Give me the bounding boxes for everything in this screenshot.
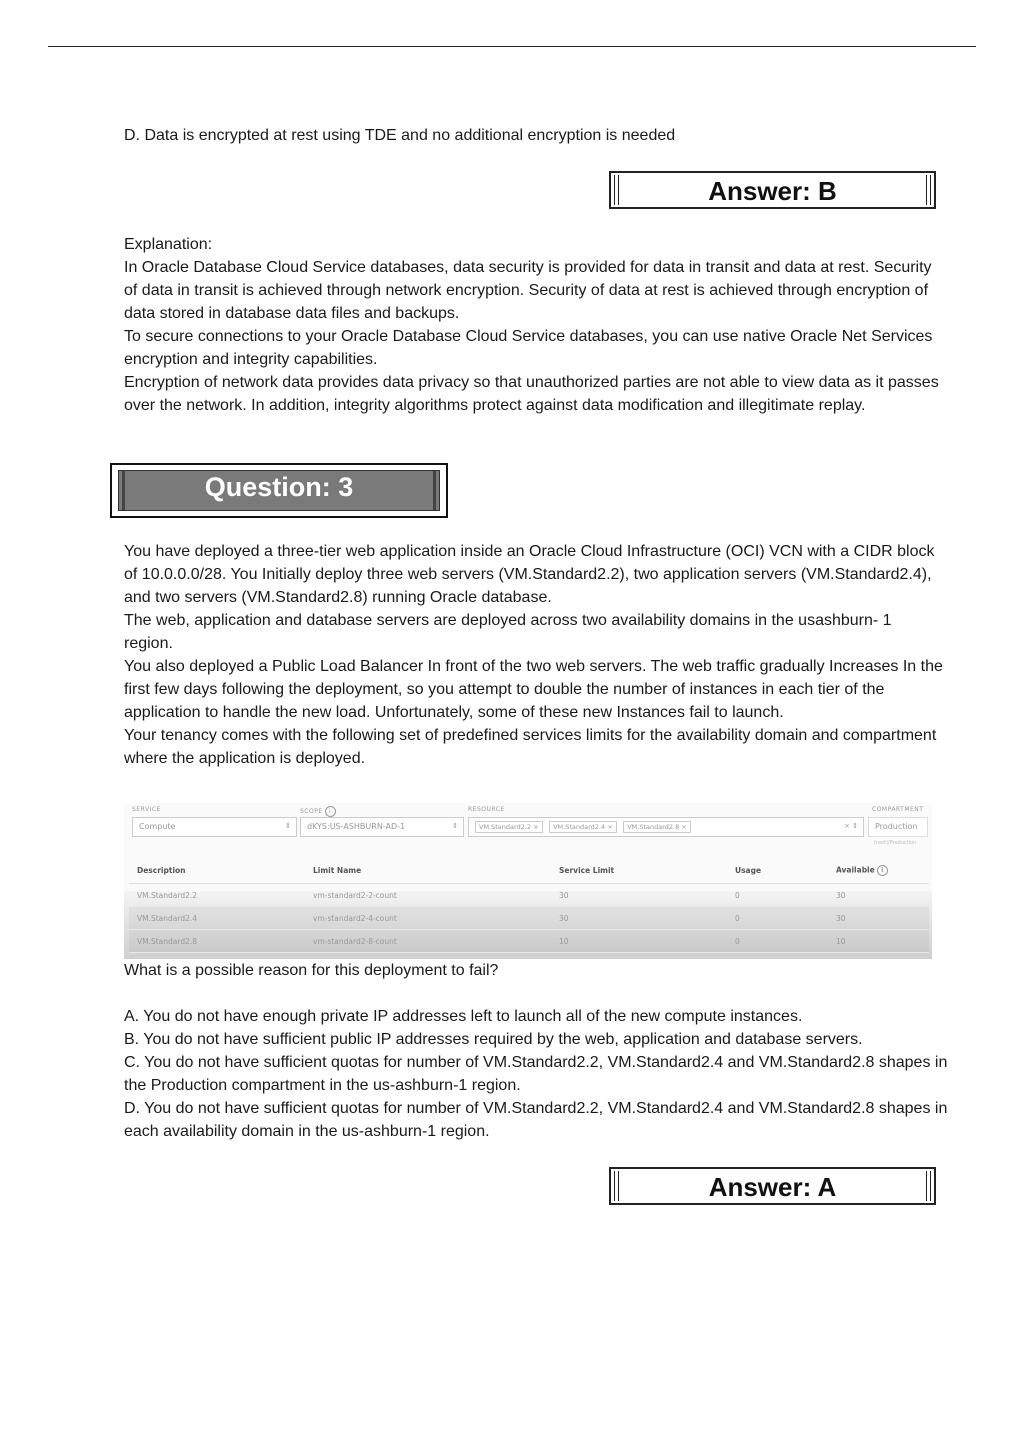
answer-label-q2: Answer: B (708, 176, 837, 206)
option-b: B. You do not have sufficient public IP addresses required by the web, application and database servers. (124, 1031, 863, 1048)
table-row: VM.Standard2.8 vm-standard2-8-count 10 0 10 (129, 930, 929, 953)
column-header: Description (129, 858, 305, 884)
explanation-paragraph: In Oracle Database Cloud Service databases, data security is provided for data in transit and data at rest. Security of data in transit is achieved through network encryption. Security of data at rest is achieved through encryption of data stored in database data files and backups. (124, 259, 932, 322)
answer-label-q3: Answer: A (708, 1172, 837, 1202)
question-prompt: What is a possible reason for this deployment to fail? (124, 962, 499, 979)
resource-multiselect (468, 817, 864, 837)
column-header: Usage (727, 858, 828, 884)
resource-chip: VM.Standard2.2 × (475, 821, 543, 833)
table-row: VM.Standard2.2 vm-standard2-2-count 30 0 30 (129, 884, 929, 907)
resource-filter-label: RESOURCE (468, 806, 505, 813)
answer-box-q3 (609, 1167, 936, 1205)
table-row: VM.Standard2.4 vm-standard2-4-count 30 0 30 (129, 907, 929, 930)
prev-option-d: D. Data is encrypted at rest using TDE and no additional encryption is needed (124, 127, 676, 144)
question-paragraph: You have deployed a three-tier web application inside an Oracle Cloud Infrastructure (OCI) VCN with a CIDR block of 10.0.0.0/28. You Initially deploy three web servers (VM.Standard2.2), two application servers (VM.Standard2.4), and two servers (VM.Standard2.8) running Oracle database. (124, 543, 935, 606)
explanation-section (124, 233, 944, 417)
resource-chip: VM.Standard2.8 × (623, 821, 691, 833)
answer-box-q2 (609, 171, 936, 209)
question-heading: Question: 3 (204, 472, 354, 502)
explanation-heading: Explanation: (124, 236, 213, 253)
explanation-paragraph: Encryption of network data provides data privacy so that unauthorized parties are not able to view data as it passes over the network. In addition, integrity algorithms protect against data modification and illegitimate replay. (124, 374, 939, 414)
service-filter-label: SERVICE (132, 806, 161, 813)
info-icon: i (325, 806, 336, 817)
question-paragraph: The web, application and database servers are deployed across two availability domains in the usashburn- 1 region. (124, 612, 892, 652)
column-header: Available i (828, 858, 929, 884)
info-icon: i (877, 865, 888, 876)
compartment-path: (root)/Production (874, 840, 917, 846)
compartment-filter-label: COMPARTMENT (872, 806, 924, 813)
option-a: A. You do not have enough private IP addresses left to launch all of the new compute instances. (124, 1008, 803, 1025)
column-header: Service Limit (551, 858, 727, 884)
question-paragraph: Your tenancy comes with the following set of predefined services limits for the availability domain and compartment where the application is deployed. (124, 727, 937, 767)
select-caret-icon: ⇕ (285, 822, 291, 830)
question-heading-box (110, 463, 448, 518)
question-paragraph: You also deployed a Public Load Balancer In front of the two web servers. The web traffic gradually Increases In the first few days following the deployment, so you attempt to double the number of instances in each tier of the application to handle the new load. Unfortunately, some of these new Instances fail to launch. (124, 658, 943, 721)
limits-table (129, 858, 929, 953)
resource-chip: VM.Standard2.4 × (549, 821, 617, 833)
question-body (124, 540, 944, 770)
answer-options (124, 1005, 954, 1143)
select-caret-icon: ⇕ (452, 822, 458, 830)
clear-and-caret-icon: × ⇕ (844, 822, 858, 830)
compartment-select: Production (868, 817, 928, 837)
service-limits-screenshot (124, 803, 932, 959)
scope-select: dKYS:US-ASHBURN-AD-1 ⇕ (300, 817, 464, 837)
explanation-paragraph: To secure connections to your Oracle Database Cloud Service databases, you can use native Oracle Net Services encryption and integrity capabilities. (124, 328, 933, 368)
column-header: Limit Name (305, 858, 551, 884)
option-d: D. You do not have sufficient quotas for number of VM.Standard2.2, VM.Standard2.4 and VM.Standard2.8 shapes in each availability domain in the us-ashburn-1 region. (124, 1100, 948, 1140)
option-c: C. You do not have sufficient quotas for number of VM.Standard2.2, VM.Standard2.4 and VM.Standard2.8 shapes in the Production compartment in the us-ashburn-1 region. (124, 1054, 948, 1094)
service-select: Compute ⇕ (132, 817, 297, 837)
header-rule (48, 46, 976, 47)
scope-filter-label: SCOPE i (300, 806, 336, 817)
